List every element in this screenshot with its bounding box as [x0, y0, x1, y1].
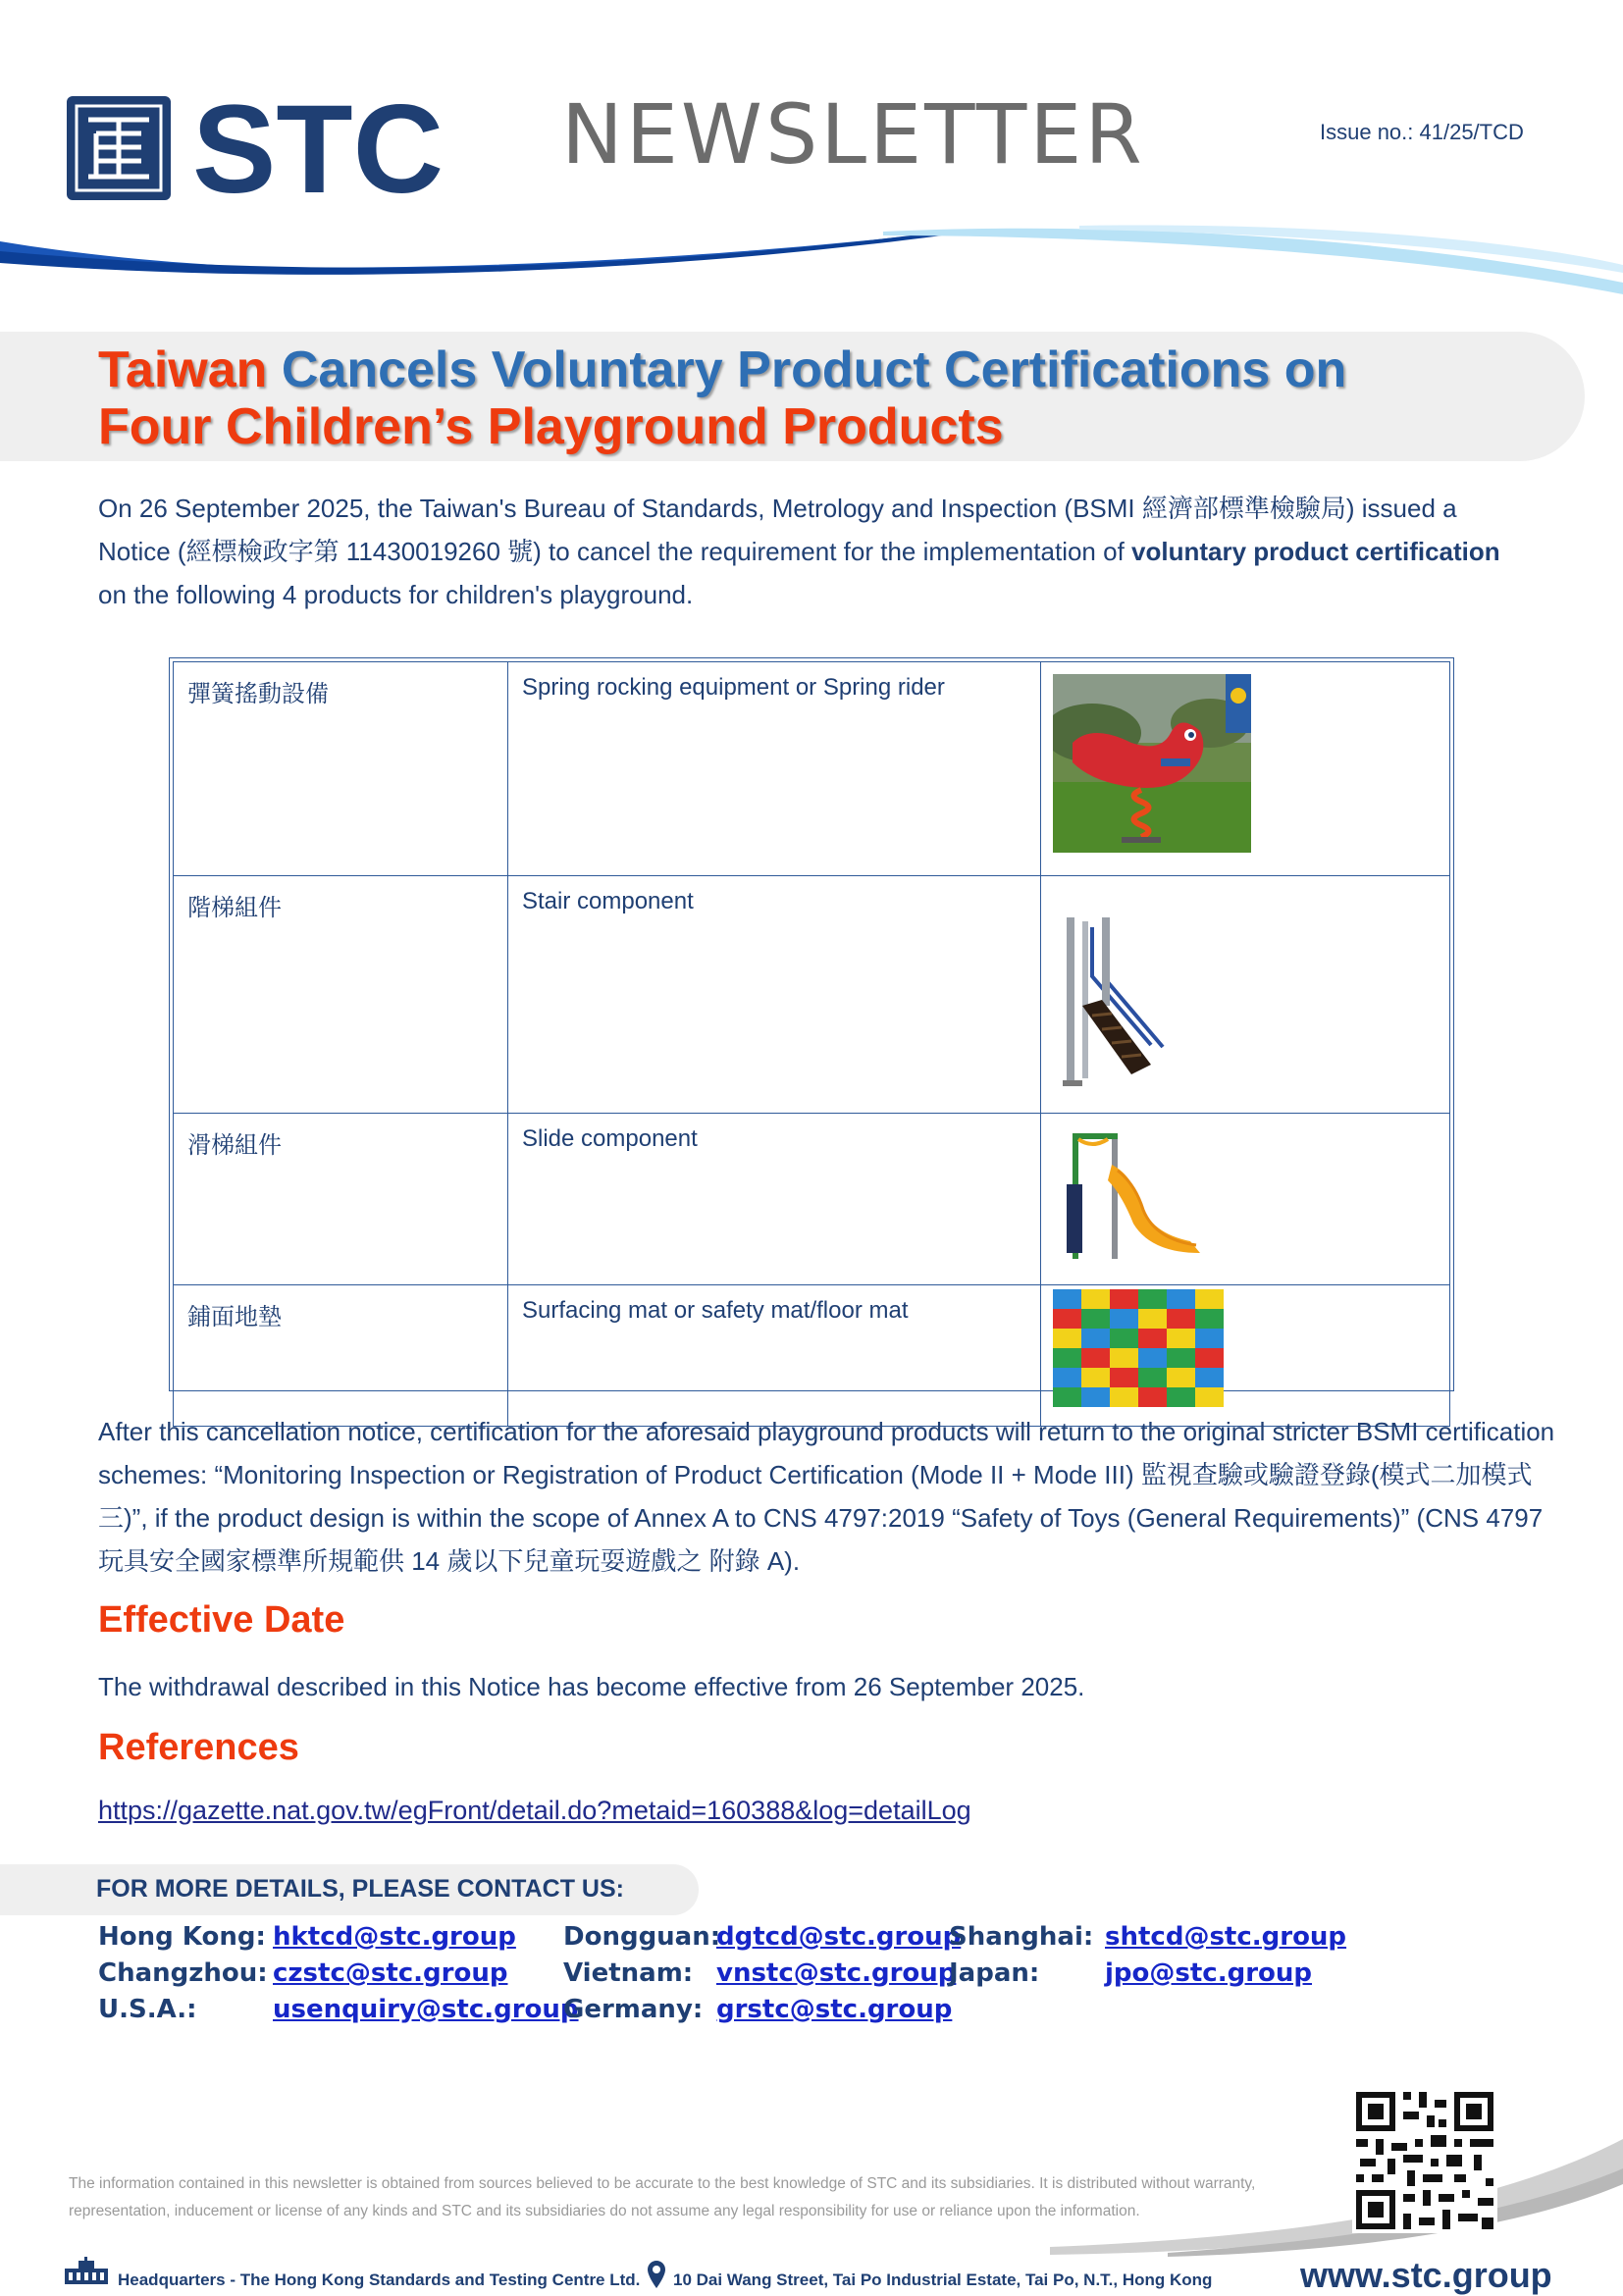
product-image-cell: [1041, 876, 1450, 1114]
stair-component-image: [1053, 908, 1180, 1094]
title-main: Cancels Voluntary Product Certifications on: [281, 341, 1347, 398]
product-zh: 鋪面地墊: [174, 1285, 508, 1427]
header-swoosh: [0, 222, 1623, 300]
product-zh: 彈簧搖動設備: [174, 662, 508, 876]
slide-component-image: [1053, 1125, 1210, 1263]
surfacing-mat-image: [1053, 1289, 1224, 1407]
contact-email-japan[interactable]: jpo@stc.group: [1105, 1958, 1312, 1988]
headquarters-text: Headquarters - The Hong Kong Standards and Testing Centre Ltd.: [118, 2270, 641, 2289]
product-table: [169, 657, 1454, 1391]
contact-label-hong-kong: Hong Kong:: [98, 1922, 266, 1952]
product-image-cell: [1041, 1114, 1450, 1285]
product-zh: 階梯組件: [174, 876, 508, 1114]
website-url[interactable]: www.stc.group: [1300, 2255, 1552, 2295]
product-zh: 滑梯組件: [174, 1114, 508, 1285]
contact-heading: FOR MORE DETAILS, PLEASE CONTACT US:: [96, 1875, 624, 1903]
effective-text: The withdrawal described in this Notice has become effective from 26 September 2025.: [98, 1672, 1085, 1701]
contact-email-changzhou[interactable]: czstc@stc.group: [273, 1958, 508, 1988]
intro-bold: voluntary product certification: [1131, 537, 1500, 566]
product-image-cell: [1041, 662, 1450, 876]
contact-email-shanghai[interactable]: shtcd@stc.group: [1105, 1922, 1347, 1952]
contact-label-germany: Germany:: [563, 1995, 704, 2024]
issue-number: Issue no.: 41/25/TCD: [1320, 120, 1524, 144]
reference-link[interactable]: https://gazette.nat.gov.tw/egFront/detail.do?metaid=160388&log=detailLog: [98, 1796, 971, 1825]
product-en: Spring rocking equipment or Spring rider: [508, 662, 1041, 876]
spring-rider-image: [1053, 674, 1251, 853]
contact-email-hong-kong[interactable]: hktcd@stc.group: [273, 1922, 516, 1952]
contact-email-usa[interactable]: usenquiry@stc.group: [273, 1995, 579, 2024]
contact-label-changzhou: Changzhou:: [98, 1958, 268, 1988]
intro-text-2: on the following 4 products for children's playground.: [98, 580, 694, 609]
intro-paragraph: [98, 487, 1531, 616]
intro-text-1: On 26 September 2025, the Taiwan's Bureau of Standards, Metrology and Inspection (BSMI 經濟部標準檢驗局) issued a Notice (經標檢政字第 11430019260 號) to cancel the requirement for the implementation of: [98, 494, 1457, 566]
contact-label-shanghai: Shanghai:: [949, 1922, 1094, 1952]
contact-email-dongguan[interactable]: dgtcd@stc.group: [716, 1922, 962, 1952]
effective-heading: Effective Date: [98, 1599, 345, 1641]
contact-label-dongguan: Dongguan:: [563, 1922, 721, 1952]
contact-email-vietnam[interactable]: vnstc@stc.group: [716, 1958, 957, 1988]
stc-logo: [67, 96, 459, 200]
address-text: 10 Dai Wang Street, Tai Po Industrial Estate, Tai Po, N.T., Hong Kong: [673, 2270, 1213, 2289]
logo-wordmark: STC: [192, 96, 444, 200]
table-row: [174, 876, 1450, 1114]
product-en: Slide component: [508, 1114, 1041, 1285]
after-paragraph: After this cancellation notice, certification for the aforesaid playground products will return to the original stricter BSMI certification schemes: “Monitoring Inspection or Registration of Product Certification (Mode II + Mode III) 監視查驗或驗證登錄(模式二加模式三)”, if the product design is within the scope of Annex A to CNS 4797:2019 “Safety of Toys (General Requirements)” (CNS 4797 玩具安全國家標準所規範供 14 歲以下兒童玩耍遊戲之 附錄 A).: [98, 1417, 1555, 1576]
table-row: [174, 1285, 1450, 1427]
contact-label-vietnam: Vietnam:: [563, 1958, 694, 1988]
title-line2: Four Children’s Playground Products: [98, 398, 1004, 455]
product-en: Stair component: [508, 876, 1041, 1114]
contact-label-usa: U.S.A.:: [98, 1995, 197, 2024]
qr-code: [1352, 2088, 1497, 2233]
product-image-cell: [1041, 1285, 1450, 1427]
newsletter-title: NEWSLETTER: [561, 86, 1145, 183]
contact-label-japan: Japan:: [949, 1958, 1040, 1988]
article-title: [98, 341, 1550, 455]
contact-email-germany[interactable]: grstc@stc.group: [716, 1995, 953, 2024]
references-heading: References: [98, 1727, 299, 1768]
disclaimer: The information contained in this newsletter is obtained from sources believed to be accurate to the best knowledge of STC and its subsidiaries. It is distributed without warranty, representation, inducement or license of any kinds and STC and its subsidiaries do not assume any legal responsibility for use or reliance upon the information.: [69, 2175, 1256, 2219]
building-icon: [63, 2257, 110, 2286]
table-row: [174, 662, 1450, 876]
product-en: Surfacing mat or safety mat/floor mat: [508, 1285, 1041, 1427]
table-row: [174, 1114, 1450, 1285]
title-country: Taiwan: [98, 341, 268, 398]
location-pin-icon: [648, 2261, 665, 2288]
